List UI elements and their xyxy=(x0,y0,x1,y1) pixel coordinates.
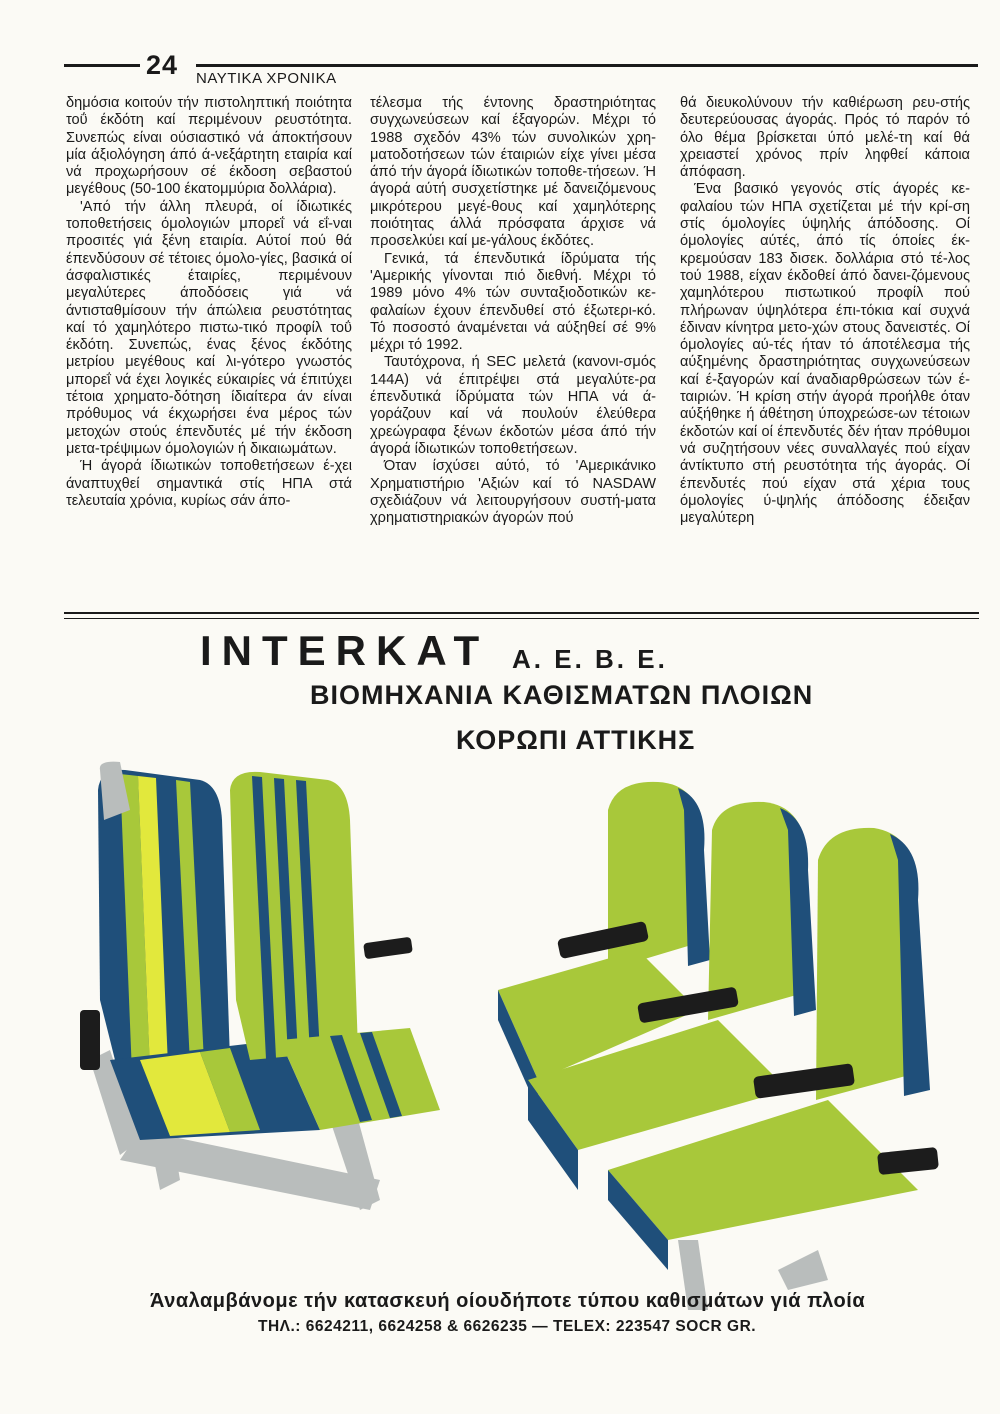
page-number: 24 xyxy=(146,50,179,80)
article-column-1 xyxy=(66,95,352,510)
paragraph: Γενικά, τά έπενδυτικά ίδρύματα τής 'Αμερικής γίνονται πιό διεθνή. Μέχρι τό 1989 μόνο 4% τών συνταξιοδοτικών κε-φαλαίων έχουν έπενδυθεί στό έξωτερι-κό. Τό ποσοστό άναμένεται νά αύξηθεί σέ 9% μέχρι τό 1992. xyxy=(370,250,656,354)
paragraph: Ταυτόχρονα, ή SEC μελετά (κανονι-σμός 144Α) νά έπιτρέψει στά μεγαλύτε-ρα έπενδυτικά ίδρύματα τών ΗΠΑ νά ά-γοράζουν καί νά πουλούν έλεύθερα χρεώγραφα ξένων έκδοτών μέσα άπό τήν άγορά ίδιωτικών τοποθετήσεων. xyxy=(370,354,656,457)
ad-tagline: Άναλαμβάνομε τήν κατασκευή οίουδήποτε τύπου καθισμάτων γιά πλοία xyxy=(150,1290,866,1312)
ad-company-name: INTERKAT xyxy=(200,627,490,674)
twin-seats-photo xyxy=(80,760,470,1220)
publication-title: ΝΑΥΤΙΚΑ ΧΡΟΝΙΚΑ xyxy=(196,70,337,87)
header-rule-right xyxy=(196,64,978,67)
ad-description-line1: ΒΙΟΜΗΧΑΝΙΑ ΚΑΘΙΣΜΑΤΩΝ ΠΛΟΙΩΝ xyxy=(310,680,814,710)
seat-armrest xyxy=(363,937,413,960)
paragraph: Ένα βασικό γεγονός στίς άγορές κε-φαλαίου τών ΗΠΑ σχετίζεται μέ τήν κρί-ση στίς όμολογίες ύψηλής άπόδοσης. Οί όμολογίες αύτές, άπό τίς όποίες έκ-κρεμούσαν 183 δισεκ. δολλάρια στό τέ-λος τού 1988, είχαν έκδοθεί άπό δανει-ζόμενους χαμηλότερου πιστωτικού προφίλ πού πλήρωναν ύψηλότερα έπι-τόκια καί συχνά έδιναν κίνητρα μετο-χών στους δανειστές. Οί όμολογίες αύ-τές ήταν τό άποτέλεσμα τής αύξημένης δραστηριότητας συγχωνεύσεων καί έ-ξαγορών καί άναδιαρθρώσεων τών έ-ταιριών. Ή κρίση στήν άγορά προήλθε όταν αύξήθηκε ή άθέτηση ύποχρεώσε-ων τέτοιων έκδοτών καί οί έπενδυτές δέν ήταν πρόθυμοι νά συζητήσουν νέες συναλλαγές πού είχαν άντίκτυπο στή ρευστότητα τής άγοράς. Οί έπενδυτές πού είχαν στά χέρια τους όμολογίες ύ-ψηλής άπόδοσης έδειξαν μεγαλύτερη xyxy=(680,181,970,527)
ad-company-suffix: Α. Ε. Β. Ε. xyxy=(512,644,668,674)
article-column-3 xyxy=(680,95,970,527)
paragraph: θά διευκολύνουν τήν καθιέρωση ρευ-στής δευτερεύουσας άγοράς. Πρός τό παρόν τό όλο θέμα βρίσκεται ύπό μελέ-τη καί θά χρειαστεί χρόνος πρίν ληφθεί κάποια άπόφαση. xyxy=(680,95,970,181)
ad-description-line2: ΚΟΡΩΠΙ ΑΤΤΙΚΗΣ xyxy=(456,725,696,755)
paragraph: δημόσια κοιτούν τήν πιστοληπτική ποιότητα τοΰ έκδότη καί περιμένουν ρευστότητα. Συνεπώς είναι ούσιαστικό νά άποκτήσουν μία άξιολόγηση άπό ά-νεξάρτητη εταιρία καί νά προχωρήσουν σέ έκδοση σεβαστού μεγέθους (50-100 έκατομμύρια δολλάρια). xyxy=(66,95,352,198)
advertisement-divider xyxy=(64,612,979,619)
header-rule-left xyxy=(64,64,140,67)
paragraph: τέλεσμα τής έντονης δραστηριότητας συγχωνεύσεων καί έξαγορών. Μέχρι τό 1988 σχεδόν 43% τών συνολικών χρη-ματοδοτήσεων τών έταιριών είχε γίνει μέσα άπό τήν άγορά ίδιωτικών τοποθε-τήσεων. Ή άγορά αύτή συσχετίστηκε μέ δανειζόμενους μικρότερου μεγέ-θους καί χαμηλότερης ποιότητας άλλά πρόσφατα άρχισε νά προσελκύει καί με-γάλους έκδότες. xyxy=(370,95,656,250)
paragraph: Όταν ίσχύσει αύτό, τό 'Αμερικάνικο Χρηματιστήριο 'Αξιών καί τό NASDAW σχεδιάζουν νά λειτουργήσουν συστή-ματα χρηματιστηριακών άγορών πού xyxy=(370,458,656,527)
article-column-2 xyxy=(370,95,656,527)
seat-armrest xyxy=(877,1147,939,1175)
seat-frame xyxy=(778,1250,828,1290)
paragraph: Ή άγορά ίδιωτικών τοποθετήσεων έ-χει άναπτυχθεί σημαντικά στίς ΗΠΑ στά τελευταία χρόνια, κυρίως σάν άπο- xyxy=(66,458,352,509)
ad-contacts: ΤΗΛ.: 6624211, 6624258 & 6626235 — TELEX: 223547 SOCR GR. xyxy=(258,1318,757,1335)
triple-seats-photo xyxy=(498,770,968,1310)
seat-armrest xyxy=(80,1010,100,1070)
paragraph: 'Από τήν άλλη πλευρά, οί ίδιωτικές τοποθετήσεις όμολογιών μπορεΐ νά εΐ-ναι προσιτές γιά ξένη εταιρία. Αύτοί πού θά έπενδύσουν σέ τέτοιες όμολο-γίες, βασικά οί άσφαλιστικές έταιρίες, περιμένουν μεγαλύτερες άποδόσεις γιά νά άντισταθμίσουν τήν άπώλεια ρευστότητας καί τό χαμηλότερο πιστω-τικό προφίλ τοΰ έκδότη. Συνεπώς, ένας ξένος έκδότης μετρίου μεγέθους καί λι-γότερο γνωστός μπορεΐ νά έχει λογικές εύκαιρίες νά έπιτύχει τέτοια χρηματο-δότηση ίδιαίτερα άν είναι πρόθυμος νά έκχωρήσει ένα μέρος τών μετοχών στούς έπενδυτές μέ τήν έκδοση μετα-τρέψιμων όμολογιών ή δικαιωμάτων. xyxy=(66,198,352,457)
